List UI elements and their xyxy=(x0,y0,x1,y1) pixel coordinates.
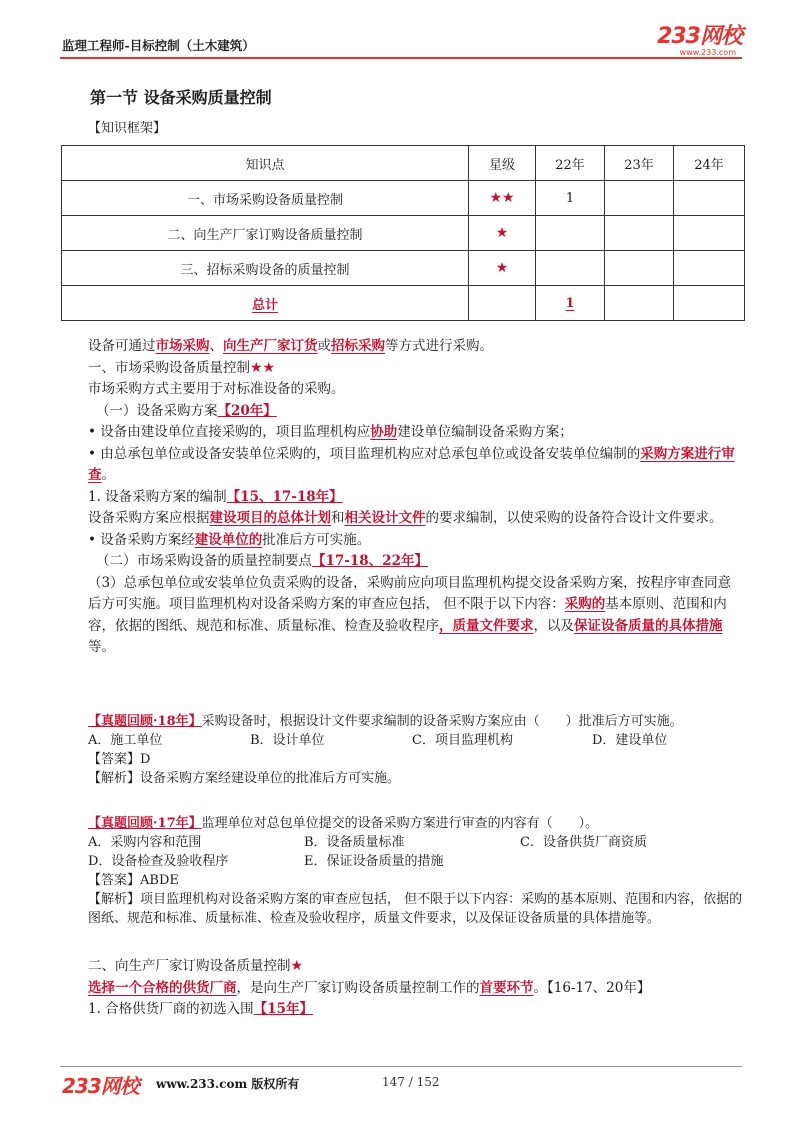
question-stem: 【真题回顾·18年】采购设备时，根据设计文件要求编制的设备采购方案应由（ ）批准后方可实施。 xyxy=(88,714,683,729)
section-title: 第一节 设备采购质量控制 xyxy=(90,88,272,107)
paragraph: （3）总承包单位或安装单位负责采购的设备，采购前应向项目监理机构提交设备采购方案，按程序审查同意后方可实施。项目监理机构对设备采购方案的审查应包括， 但不限于以下内容：采购的基本原则、范围和内容，依据的图纸、规范和标准、质量标准、检查及验收程序，质量文件要求，以及保证设备质量的具体措施等。 xyxy=(88,574,732,655)
paragraph: 市场采购方式主要用于对标准设备的采购。 xyxy=(88,381,345,397)
header-divider xyxy=(60,57,742,59)
total-empty-cell xyxy=(605,286,674,321)
heading-4: （二）市场采购设备的质量控制要点【17-18、22年】 xyxy=(96,553,428,569)
option: C．设备供货厂商资质 xyxy=(520,835,647,850)
heading-2: （一）设备采购方案【20年】 xyxy=(96,402,277,419)
content-tail xyxy=(62,956,744,1021)
knowledge-table xyxy=(61,145,745,321)
header-cell: 24年 xyxy=(674,146,745,181)
question-stem: 【真题回顾·17年】监理单位对总包单位提交的设备采购方案进行审查的内容有（ ）。 xyxy=(88,816,599,831)
logo-text: 233网校 xyxy=(657,24,742,49)
star-icon: ★★ xyxy=(250,359,276,376)
year-cell xyxy=(674,181,745,216)
logo-url: www.233.com xyxy=(679,48,736,57)
table-row xyxy=(62,251,745,286)
year-cell xyxy=(674,216,745,251)
option: D．建设单位 xyxy=(592,733,668,748)
content-body xyxy=(62,336,744,659)
page-footer xyxy=(62,1070,744,1098)
bullet-2: • 由总承包单位或设备安装单位采购的，项目监理机构应对总承包单位或设备安装单位编制的采购方案进行审查。 xyxy=(88,445,735,483)
total-empty-cell xyxy=(674,286,745,321)
option: A．采购内容和范围 xyxy=(88,835,202,850)
paragraph: 选择一个合格的供货厂商，是向生产厂家订购设备质量控制工作的首要环节。【16-17、20年】 xyxy=(88,979,651,996)
option: C．项目监理机构 xyxy=(412,733,513,748)
framework-label: 【知识框架】 xyxy=(88,121,167,136)
option: A．施工单位 xyxy=(88,733,163,748)
topic-cell: 三、招标采购设备的质量控制 xyxy=(62,251,469,286)
footer-logo[interactable]: 233网校 xyxy=(62,1074,139,1098)
option: E．保证设备质量的措施 xyxy=(304,854,444,869)
heading-5: 二、向生产厂家订购设备质量控制★ xyxy=(88,958,304,974)
footer-copyright: www.233.com 版权所有 xyxy=(156,1077,300,1091)
options-row xyxy=(62,852,744,871)
analysis: 【解析】项目监理机构对设备采购方案的审查应包括， 但不限于以下内容：采购的基本原则、范围和内容，依据的图纸、规范和标准、质量标准、检查及验收程序，质量文件要求，以及保证设备质量的具体措施等。 xyxy=(88,892,743,926)
header-title: 监理工程师-目标控制（土木建筑） xyxy=(62,38,255,53)
answer: 【答案】D xyxy=(88,752,151,767)
year-cell xyxy=(674,251,745,286)
header-cell: 22年 xyxy=(536,146,605,181)
star-icon: ★ xyxy=(290,958,304,974)
intro-paragraph: 设备可通过市场采购、向生产厂家订货或招标采购等方式进行采购。 xyxy=(88,338,493,354)
page-header xyxy=(62,24,742,57)
option: B．设计单位 xyxy=(250,733,325,748)
table-total-row xyxy=(62,286,745,321)
answer: 【答案】ABDE xyxy=(88,873,179,888)
total-label: 总计 xyxy=(62,286,469,321)
bullet-1: • 设备由建设单位直接采购的，项目监理机构应协助建设单位编制设备采购方案； xyxy=(88,424,573,440)
options-row xyxy=(62,731,744,750)
total-22: 1 xyxy=(536,286,605,321)
header-cell: 23年 xyxy=(605,146,674,181)
option: D．设备检查及验收程序 xyxy=(88,854,229,869)
table-header-row xyxy=(62,146,745,181)
heading-3: 1. 设备采购方案的编制【15、17-18年】 xyxy=(88,488,343,505)
topic-cell: 二、向生产厂家订购设备质量控制 xyxy=(62,216,469,251)
topic-cell: 一、市场采购设备质量控制 xyxy=(62,181,469,216)
header-cell: 知识点 xyxy=(62,146,469,181)
table-row xyxy=(62,181,745,216)
paragraph: 设备采购方案应根据建设项目的总体计划和相关设计文件的要求编制，以使采购的设备符合设计文件要求。 xyxy=(88,510,723,526)
total-empty-cell xyxy=(469,286,536,321)
analysis: 【解析】设备采购方案经建设单位的批准后方可实施。 xyxy=(88,771,401,786)
exam-question-17 xyxy=(62,814,744,928)
footer-divider xyxy=(60,1066,742,1067)
year-cell: 1 xyxy=(536,181,605,216)
star-icon: ★★ xyxy=(469,181,536,216)
header-cell: 星级 xyxy=(469,146,536,181)
options-row xyxy=(62,833,744,852)
table-row xyxy=(62,216,745,251)
bullet-3: • 设备采购方案经建设单位的批准后方可实施。 xyxy=(88,531,371,548)
year-cell xyxy=(536,216,605,251)
star-icon: ★ xyxy=(469,216,536,251)
year-cell xyxy=(605,216,674,251)
star-icon: ★ xyxy=(469,251,536,286)
page-number: 147 / 152 xyxy=(382,1075,440,1089)
year-cell xyxy=(536,251,605,286)
brand-logo[interactable] xyxy=(657,26,742,57)
heading-6: 1. 合格供货厂商的初选入围【15年】 xyxy=(88,1001,313,1017)
year-cell xyxy=(605,181,674,216)
option: B．设备质量标准 xyxy=(304,835,405,850)
exam-question-18 xyxy=(62,712,744,788)
heading-1: 一、市场采购设备质量控制★★ xyxy=(88,359,276,376)
year-cell xyxy=(605,251,674,286)
